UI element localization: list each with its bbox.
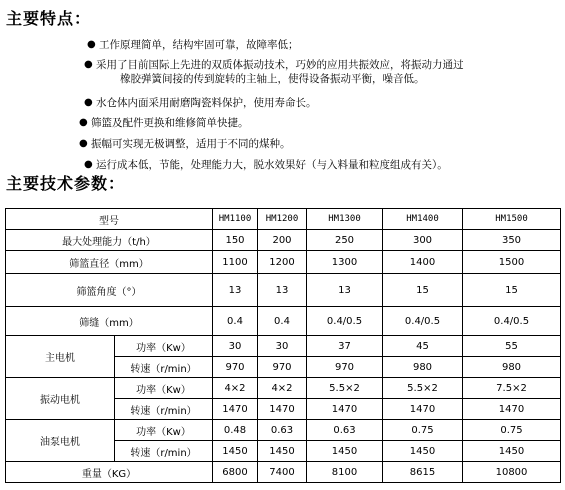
table-cell: 6800 [213, 462, 258, 483]
table-row [6, 420, 561, 441]
feature-text: 工作原理简单，结构牢固可靠，故障率低； [99, 39, 299, 51]
row-label: 最大处理能力（t/h） [6, 230, 213, 251]
table-cell: 0.4 [213, 307, 258, 336]
feature-text-continued: 橡胶弹簧间接的传到旋转的主轴上，使得设备振动平衡，噪音低。 [120, 73, 425, 85]
table-cell: 350 [463, 230, 561, 251]
table-cell: 1470 [258, 399, 307, 420]
table-cell: 7400 [258, 462, 307, 483]
group-label: 主电机 [6, 336, 115, 378]
group-label: 油泵电机 [6, 420, 115, 462]
table-cell: 1300 [307, 251, 383, 274]
table-cell: 13 [258, 274, 307, 307]
bullet-icon: ● [84, 159, 93, 170]
model-header: HM1100 [213, 209, 258, 230]
sub-label: 功率（Kw） [115, 378, 213, 399]
feature-text: 采用了目前国际上先进的双质体振动技术，巧妙的应用共振效应，将振动力通过 [96, 59, 464, 71]
table-cell: 0.4/0.5 [307, 307, 383, 336]
sub-label: 转速（r/min） [115, 441, 213, 462]
table-row [6, 336, 561, 357]
row-label: 筛篮角度（°） [6, 274, 213, 307]
table-cell: 0.4/0.5 [463, 307, 561, 336]
table-cell: 0.75 [383, 420, 463, 441]
table-cell: 4×2 [213, 378, 258, 399]
table-cell: 0.63 [307, 420, 383, 441]
sub-label: 功率（Kw） [115, 420, 213, 441]
table-cell: 0.48 [213, 420, 258, 441]
specs-heading: 主要技术参数： [6, 174, 126, 193]
table-cell: 970 [213, 357, 258, 378]
table-cell: 1400 [383, 251, 463, 274]
table-cell: 1450 [383, 441, 463, 462]
feature-item [84, 158, 448, 172]
table-cell: 5.5×2 [307, 378, 383, 399]
bullet-icon: ● [84, 59, 93, 70]
sub-label: 功率（Kw） [115, 336, 213, 357]
table-cell: 970 [258, 357, 307, 378]
table-cell: 13 [307, 274, 383, 307]
feature-item [87, 38, 299, 52]
table-row [6, 462, 561, 483]
model-header: HM1400 [383, 209, 463, 230]
sub-label: 转速（r/min） [115, 399, 213, 420]
table-cell: 980 [463, 357, 561, 378]
table-cell: 0.75 [463, 420, 561, 441]
sub-label: 转速（r/min） [115, 357, 213, 378]
table-cell: 37 [307, 336, 383, 357]
table-cell: 0.4 [258, 307, 307, 336]
table-row [6, 251, 561, 274]
table-cell: 7.5×2 [463, 378, 561, 399]
table-cell: 980 [383, 357, 463, 378]
table-cell: 15 [463, 274, 561, 307]
table-cell: 15 [383, 274, 463, 307]
table-row [6, 307, 561, 336]
table-cell: 200 [258, 230, 307, 251]
table-row [6, 274, 561, 307]
feature-text: 振幅可实现无极调整，适用于不同的煤种。 [91, 138, 291, 150]
feature-text: 筛篮及配件更换和维修简单快捷。 [91, 117, 249, 129]
table-cell: 0.63 [258, 420, 307, 441]
table-cell: 5.5×2 [383, 378, 463, 399]
table-cell: 1450 [463, 441, 561, 462]
table-header-row [6, 209, 561, 230]
table-cell: 300 [383, 230, 463, 251]
table-cell: 970 [307, 357, 383, 378]
feature-item [84, 96, 317, 110]
feature-item [79, 116, 249, 130]
table-cell: 13 [213, 274, 258, 307]
bullet-icon: ● [87, 39, 96, 50]
feature-item [79, 137, 291, 151]
bullet-icon: ● [79, 138, 88, 149]
table-cell: 1470 [213, 399, 258, 420]
table-cell: 150 [213, 230, 258, 251]
model-header: HM1200 [258, 209, 307, 230]
table-cell: 1450 [307, 441, 383, 462]
table-cell: 4×2 [258, 378, 307, 399]
table-cell: 1100 [213, 251, 258, 274]
table-cell: 55 [463, 336, 561, 357]
row-label: 筛缝（mm） [6, 307, 213, 336]
table-cell: 250 [307, 230, 383, 251]
table-cell: 30 [213, 336, 258, 357]
table-row [6, 230, 561, 251]
group-label: 振动电机 [6, 378, 115, 420]
table-cell: 30 [258, 336, 307, 357]
spec-table [5, 208, 561, 483]
table-cell: 8615 [383, 462, 463, 483]
table-cell: 1500 [463, 251, 561, 274]
header-label: 型号 [6, 209, 213, 230]
table-cell: 1450 [258, 441, 307, 462]
row-label: 重量（KG） [6, 462, 213, 483]
table-row [6, 378, 561, 399]
row-label: 筛篮直径（mm） [6, 251, 213, 274]
feature-text: 运行成本低，节能，处理能力大，脱水效果好（与入料量和粒度组成有关）。 [96, 159, 448, 171]
features-heading: 主要特点： [6, 9, 92, 28]
table-cell: 8100 [307, 462, 383, 483]
model-header: HM1500 [463, 209, 561, 230]
table-cell: 1470 [307, 399, 383, 420]
table-cell: 10800 [463, 462, 561, 483]
feature-item [84, 58, 464, 86]
table-cell: 45 [383, 336, 463, 357]
table-cell: 1470 [463, 399, 561, 420]
bullet-icon: ● [84, 97, 93, 108]
feature-text: 水仓体内面采用耐磨陶瓷料保护，使用寿命长。 [96, 97, 317, 109]
table-cell: 1200 [258, 251, 307, 274]
model-header: HM1300 [307, 209, 383, 230]
table-cell: 1470 [383, 399, 463, 420]
table-cell: 0.4/0.5 [383, 307, 463, 336]
table-cell: 1450 [213, 441, 258, 462]
bullet-icon: ● [79, 117, 88, 128]
